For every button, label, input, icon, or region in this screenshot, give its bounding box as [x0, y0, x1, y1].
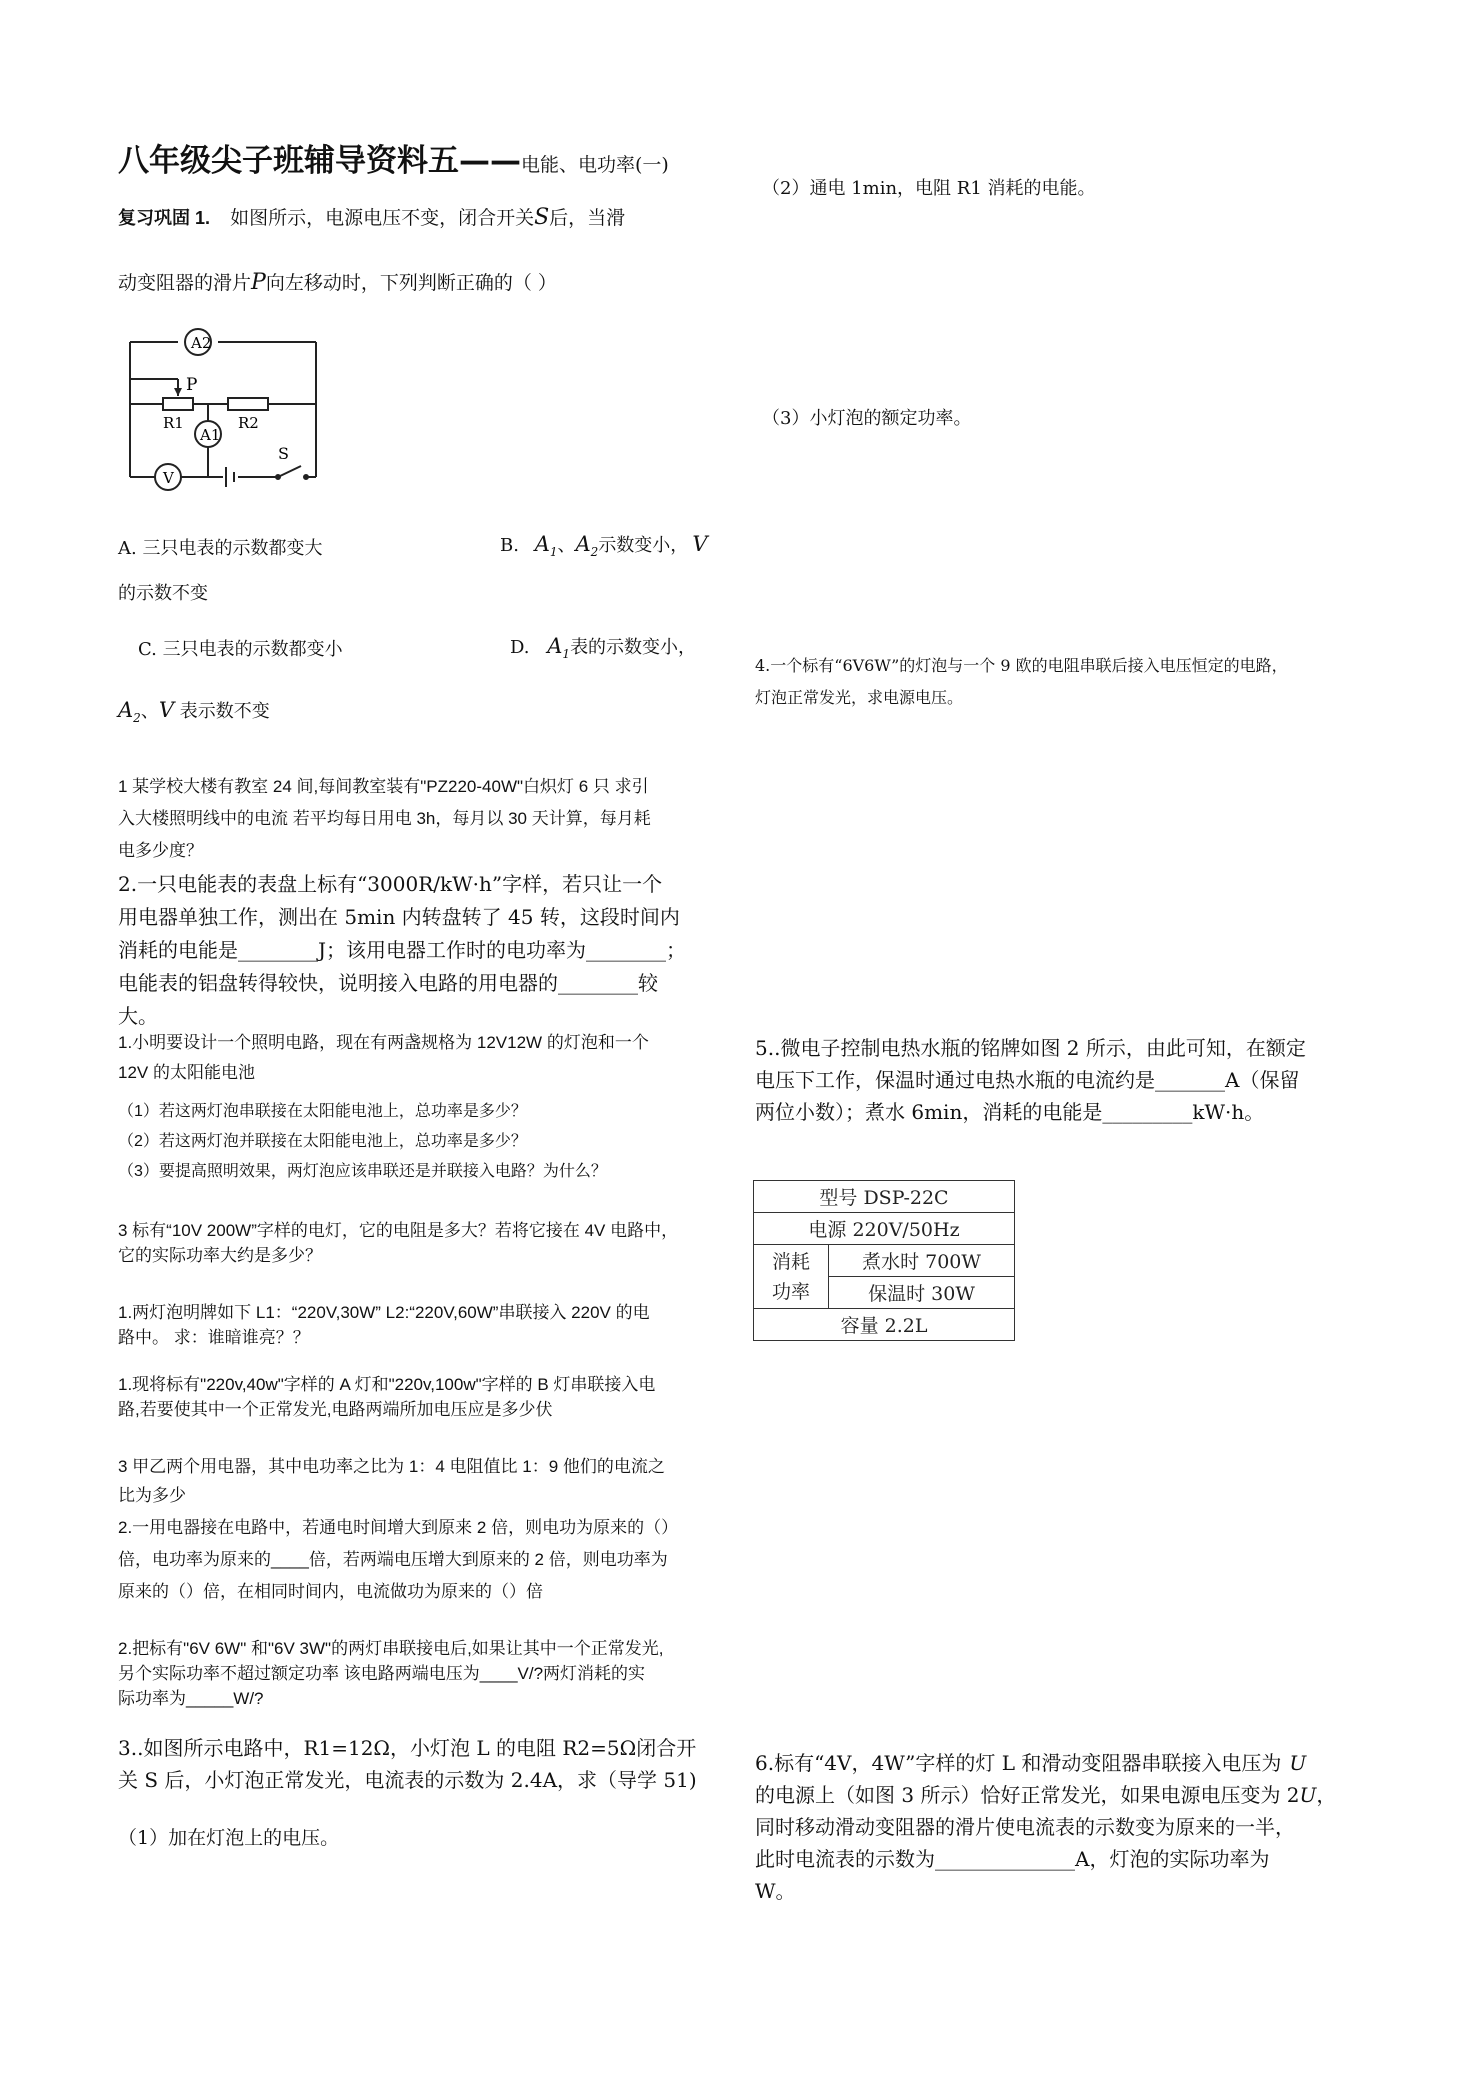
option-d-sep: 、 — [140, 701, 159, 722]
label-r1: R1 — [163, 414, 184, 432]
text-line: 2.一只电能表的表盘上标有“3000R/kW·h”字样，若只让一个 — [118, 872, 663, 896]
review-text: 动变阻器的滑片 — [118, 272, 252, 294]
slider-symbol: P — [251, 270, 266, 295]
option-d-text: 表示数不变 — [179, 701, 270, 722]
question-4 — [755, 650, 1288, 714]
review-text: 后，当滑 — [549, 207, 626, 229]
text-line: 路,若要使其中一个正常发光,电路两端所加电压应是多少伏 — [118, 1400, 553, 1419]
option-b-text: 示数变小， — [598, 535, 689, 556]
question-energy-meter — [118, 868, 686, 1033]
text-line: 消耗的电能是________J；该用电器工作时的电功率为________； — [118, 938, 687, 962]
text-line: 电压下工作，保温时通过电热水瓶的电流约是_______A（保留 — [755, 1068, 1300, 1092]
text-line: 的电源上（如图 3 所示）恰好正常发光，如果电源电压变为 2U， — [755, 1783, 1337, 1807]
text-line: 际功率为_____W/? — [118, 1689, 264, 1708]
table-consume-line: 消耗 — [771, 1250, 810, 1273]
symbol-2u: U — [1299, 1783, 1317, 1807]
nameplate-table — [753, 1180, 1015, 1341]
question-double — [118, 1512, 678, 1608]
table-capacity: 容量 2.2L — [754, 1309, 1015, 1341]
question-6v-lamps — [118, 1636, 664, 1711]
symbol-a1: $A_1$ — [534, 532, 558, 560]
table-keep-warm: 保温时 30W — [829, 1277, 1015, 1309]
text-line: 5..微电子控制电热水瓶的铭牌如图 2 所示，由此可知，在额定 — [755, 1036, 1306, 1060]
table-consume-line: 功率 — [771, 1280, 810, 1303]
question-3-sub1: （1）加在灯泡上的电压。 — [118, 1827, 340, 1849]
option-d — [510, 632, 696, 668]
symbol-v: V — [692, 532, 708, 556]
review-question-line2 — [118, 268, 557, 298]
text-line: 关 S 后，小灯泡正常发光，电流表的示数为 2.4A，求（导学 51) — [118, 1768, 697, 1792]
text-line: 路中。 求：谁暗谁亮？？ — [118, 1328, 310, 1347]
option-a: A. 三只电表的示数都变大 — [118, 538, 323, 559]
question-3-sub2: （2）通电 1min，电阻 R1 消耗的电能。 — [762, 178, 1096, 199]
symbol-u: U — [1289, 1751, 1307, 1775]
table-boil: 煮水时 700W — [829, 1245, 1015, 1277]
label-s: S — [278, 444, 289, 463]
question-3-sub3: （3）小灯泡的额定功率。 — [762, 408, 972, 429]
symbol-a2: $A_2$ — [575, 532, 599, 560]
text-line: 3 标有“10V 200W”字样的电灯，它的电阻是多大？若将它接在 4V 电路中， — [118, 1221, 679, 1240]
option-d-text: 表的示数变小， — [570, 637, 697, 658]
symbol-a2: $A_2$ — [118, 698, 141, 726]
text-line: 6.标有“4V，4W”字样的灯 L 和滑动变阻器串联接入电压为 U — [755, 1751, 1307, 1775]
label-a2: A2 — [191, 334, 212, 352]
text-line: 1.现将标有"220v,40w"字样的 A 灯和"220v,100w"字样的 B 灯串联接入电 — [118, 1375, 656, 1394]
text-line: 两位小数）；煮水 6min，消耗的电能是_________kW·h。 — [755, 1100, 1265, 1124]
text-line: 1.小明要设计一个照明电路，现在有两盏规格为 12V12W 的灯泡和一个 — [118, 1033, 649, 1052]
label-v: V — [163, 469, 174, 487]
option-b-prefix: B. — [500, 535, 519, 556]
text-line: 灯泡正常发光，求电源电压。 — [755, 688, 964, 707]
circuit-diagram — [118, 322, 328, 498]
option-c: C. 三只电表的示数都变小 — [138, 639, 343, 660]
text-line: 同时移动滑动变阻器的滑片使电流表的示数变为原来的一半， — [755, 1815, 1295, 1839]
question-ab-lamps — [118, 1372, 655, 1422]
text-line: W。 — [755, 1879, 796, 1903]
text-line: 2.一用电器接在电路中，若通电时间增大到原来 2 倍，则电功为原来的（） — [118, 1518, 679, 1537]
text-line: 4.一个标有“6V6W”的灯泡与一个 9 欧的电阻串联后接入电压恒定的电路， — [755, 656, 1288, 675]
switch-symbol: S — [534, 205, 550, 230]
text-line: 倍，电功率为原来的____倍，若两端电压增大到原来的 2 倍，则电功率为 — [118, 1550, 668, 1569]
text-line: 3 甲乙两个用电器，其中电功率之比为 1：4 电阻值比 1：9 他们的电流之 — [118, 1457, 665, 1476]
question-school-lighting — [118, 771, 651, 867]
question-brightness — [118, 1300, 650, 1350]
option-d-continued — [118, 696, 270, 732]
review-text: 如图所示，电源电压不变，闭合开关 — [230, 207, 535, 229]
label-p: P — [186, 375, 198, 395]
text-line: 入大楼照明线中的电流 若平均每日用电 3h，每月以 30 天计算，每月耗 — [118, 809, 651, 828]
text-line: 此时电流表的示数为______________A，灯泡的实际功率为 — [755, 1847, 1270, 1871]
question-solar-subparts — [118, 1097, 607, 1187]
text-line: 1.两灯泡明牌如下 L1：“220V,30W” L2:“220V,60W”串联接入 220V 的电 — [118, 1303, 650, 1322]
text-line: 它的实际功率大约是多少？ — [118, 1246, 322, 1265]
text-line: 电多少度？ — [118, 841, 203, 860]
review-question-line1 — [118, 203, 625, 233]
text-line: 12V 的太阳能电池 — [118, 1063, 255, 1082]
label-a1: A1 — [200, 426, 221, 444]
text-line: 2.把标有"6V 6W" 和"6V 3W"的两灯串联接电后,如果让其中一个正常发光, — [118, 1639, 664, 1658]
text-line: 另个实际功率不超过额定功率 该电路两端电压为____V/?两灯消耗的实 — [118, 1664, 646, 1683]
text-line: 电能表的铝盘转得较快，说明接入电路的用电器的________较 — [118, 971, 658, 995]
page-title — [118, 135, 669, 180]
question-5 — [755, 1032, 1306, 1128]
option-b — [500, 530, 707, 566]
option-b-sep: 、 — [557, 535, 576, 556]
question-ratio — [118, 1452, 665, 1510]
text-line: 比为多少 — [118, 1486, 186, 1505]
text-line: 原来的（）倍，在相同时间内，电流做功为原来的（）倍 — [118, 1582, 543, 1601]
text-line: 大。 — [118, 1004, 158, 1028]
question-3 — [118, 1732, 697, 1796]
title-main: 八年级尖子班辅导资料五—— — [118, 143, 521, 179]
text-line: 3..如图所示电路中，R1=12Ω，小灯泡 L 的电阻 R2=5Ω闭合开 — [118, 1736, 697, 1760]
text-line: 1 某学校大楼有教室 24 间,每间教室装有"PZ220-40W"白炽灯 6 只 求引 — [118, 777, 649, 796]
sub-question: （1）若这两灯泡串联接在太阳能电池上，总功率是多少？ — [118, 1103, 527, 1120]
text-line: 用电器单独工作，测出在 5min 内转盘转了 45 转，这段时间内 — [118, 905, 680, 929]
title-sub: 电能、电功率(一) — [521, 154, 669, 176]
question-lamp-10v — [118, 1218, 678, 1268]
symbol-v: V — [158, 698, 174, 722]
table-consume-label — [754, 1245, 829, 1309]
table-power-supply: 电源 220V/50Hz — [754, 1213, 1015, 1245]
question-6 — [755, 1747, 1336, 1907]
label-r2: R2 — [238, 414, 259, 432]
table-model: 型号 DSP-22C — [754, 1181, 1015, 1213]
sub-question: （2）若这两灯泡并联接在太阳能电池上，总功率是多少？ — [118, 1133, 527, 1150]
review-text: 向左移动时，下列判断正确的（ ） — [265, 272, 557, 294]
sub-question: （3）要提高照明效果，两灯泡应该串联还是并联接入电路？为什么？ — [118, 1163, 607, 1180]
symbol-a1: $A_1$ — [547, 634, 571, 662]
option-d-prefix: D. — [510, 637, 530, 658]
question-solar-lighting — [118, 1028, 649, 1088]
option-b-continued: 的示数不变 — [118, 583, 208, 604]
review-label: 复习巩固 1. — [118, 208, 211, 228]
